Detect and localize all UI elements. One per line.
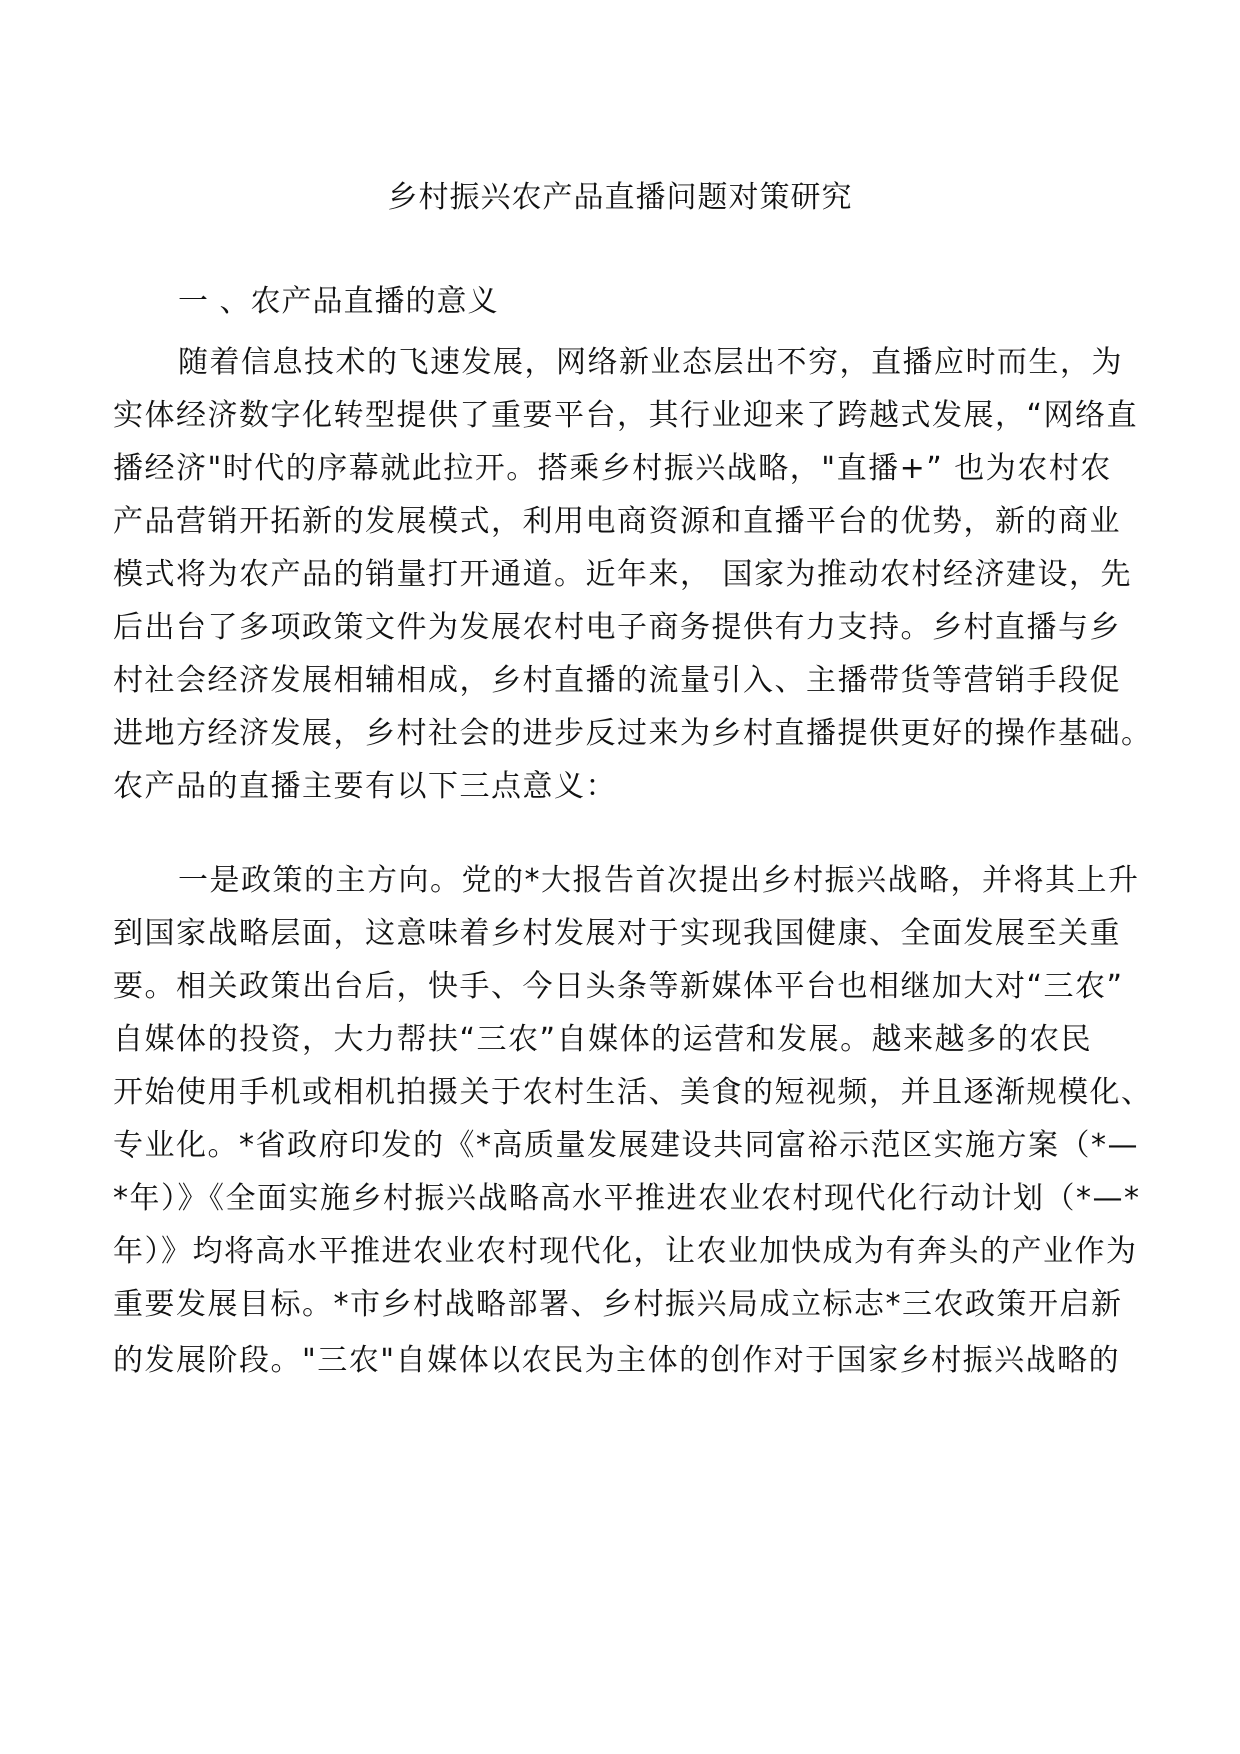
paragraph-line: 要。相关政策出台后，快手、今日头条等新媒体平台也相继加大对“三农” — [113, 969, 1124, 1004]
paragraph-line: 村社会经济发展相辅相成，乡村直播的流量引入、主播带货等营销手段促 — [113, 663, 1121, 698]
document-title: 乡村振兴农产品直播问题对策研究 — [387, 180, 853, 215]
paragraph-line: 专业化。*省政府印发的《*高质量发展建设共同富裕示范区实施方案（*— — [113, 1128, 1139, 1163]
paragraph-line: 自媒体的投资，大力帮扶“三农”自媒体的运营和发展。越来越多的农民 — [113, 1022, 1093, 1057]
section-heading: 一 、农产品直播的意义 — [178, 284, 499, 319]
paragraph-line: 一是政策的主方向。党的*大报告首次提出乡村振兴战略，并将其上升 — [178, 863, 1140, 898]
paragraph-line: *年）》《全面实施乡村振兴战略高水平推进农业农村现代化行动计划（*—* — [113, 1181, 1141, 1216]
paragraph-line: 进地方经济发展，乡村社会的进步反过来为乡村直播提供更好的操作基础。 — [113, 716, 1153, 751]
paragraph-line: 重要发展目标。*市乡村战略部署、乡村振兴局成立标志*三农政策开启新 — [113, 1287, 1123, 1322]
paragraph-line: 模式将为农产品的销量打开通道。近年来， 国家为推动农村经济建设，先 — [113, 557, 1133, 592]
paragraph-line: 年）》均将高水平推进农业农村现代化，让农业加快成为有奔头的产业作为 — [113, 1234, 1138, 1269]
paragraph-line: 随着信息技术的飞速发展，网络新业态层出不穷，直播应时而生，为 — [178, 345, 1123, 380]
paragraph-line: 播经济"时代的序幕就此拉开。搭乘乡村振兴战略，"直播+” 也为农村农 — [113, 451, 1112, 486]
paragraph-line: 后出台了多项政策文件为发展农村电子商务提供有力支持。乡村直播与乡 — [113, 610, 1121, 645]
paragraph-line: 实体经济数字化转型提供了重要平台，其行业迎来了跨越式发展，“网络直 — [113, 398, 1139, 433]
paragraph-line: 开始使用手机或相机拍摄关于农村生活、美食的短视频，并且逐渐规模化、 — [113, 1075, 1153, 1110]
paragraph-line: 到国家战略层面，这意味着乡村发展对于实现我国健康、全面发展至关重 — [113, 916, 1121, 951]
paragraph-line: 农产品的直播主要有以下三点意义： — [113, 769, 617, 804]
paragraph-line: 产品营销开拓新的发展模式，利用电商资源和直播平台的优势，新的商业 — [113, 504, 1121, 539]
paragraph-line: 的发展阶段。"三农"自媒体以农民为主体的创作对于国家乡村振兴战略的 — [113, 1343, 1121, 1378]
